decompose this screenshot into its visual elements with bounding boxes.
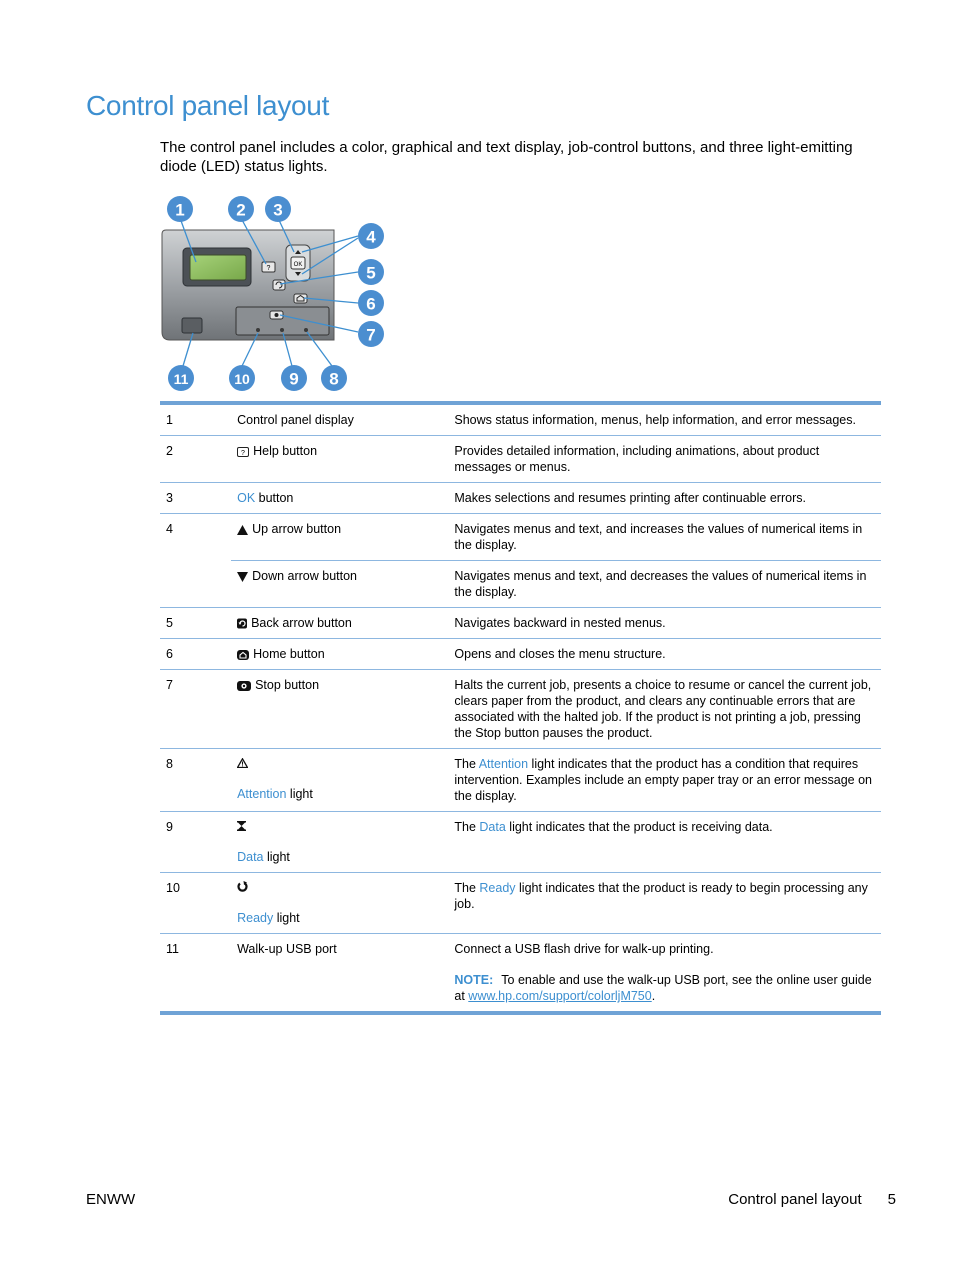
ok-glyph: OK (293, 262, 303, 268)
item-name (231, 873, 448, 934)
item-description: Opens and closes the menu structure. (454, 647, 666, 661)
footer-section (728, 1191, 896, 1208)
svg-text:3: 3 (273, 200, 283, 220)
item-number: 10 (166, 881, 180, 895)
item-description: Halts the current job, presents a choice to resume or cancel the current job, clears paper from the product, and clears any continuable errors that are associated with the halted job. If the product is not printing a job, pressing the Stop button pauses the product. (454, 678, 872, 740)
desc-text: The (454, 820, 480, 834)
table-row (160, 403, 881, 436)
table-row (160, 812, 881, 873)
desc-text: The (454, 881, 480, 895)
item-label: light (263, 850, 290, 864)
usb-note (454, 972, 875, 1004)
desc-text: The (454, 757, 479, 771)
help-icon (237, 447, 249, 457)
stop-glyph (275, 313, 279, 317)
table-row (160, 608, 881, 639)
svg-text:4: 4 (366, 227, 376, 247)
item-name (231, 812, 448, 873)
note-text: . (651, 989, 656, 1003)
ready-led (256, 328, 260, 332)
item-name (231, 670, 448, 749)
footer-section-title: Control panel layout (728, 1191, 862, 1208)
item-name (231, 608, 448, 639)
svg-text:1: 1 (175, 200, 185, 220)
data-link[interactable]: Data (479, 820, 506, 834)
item-name: Control panel display (237, 413, 354, 427)
svg-text:9: 9 (289, 369, 299, 389)
svg-text:10: 10 (234, 371, 250, 387)
svg-text:2: 2 (236, 200, 246, 220)
callout-7 (358, 321, 384, 347)
note-label: NOTE: (454, 973, 494, 987)
callout-10 (229, 365, 255, 391)
attention-icon (237, 758, 248, 768)
item-description: Navigates backward in nested menus. (454, 616, 666, 630)
ready-icon (237, 881, 248, 892)
table-row (160, 749, 881, 812)
desc-text: light indicates that the product is receiving data. (505, 820, 773, 834)
svg-text:?: ? (241, 450, 246, 457)
table-row (160, 670, 881, 749)
item-number: 4 (166, 522, 173, 536)
item-description: Provides detailed information, including animations, about product messages or menus. (454, 444, 820, 474)
table-row (160, 873, 881, 934)
callout-2 (228, 196, 254, 222)
intro-paragraph: The control panel includes a color, graphical and text display, job-control buttons, and three light-emitting diode (LED) status lights. (160, 139, 853, 175)
callout-4 (358, 223, 384, 249)
svg-text:6: 6 (366, 294, 376, 314)
callout-9 (281, 365, 307, 391)
desc-text: light indicates that the product has a condition that requires intervention. Examples include an empty paper tray or an error message on the display. (454, 757, 872, 803)
callout-3 (265, 196, 291, 222)
item-description (448, 812, 881, 873)
attention-link[interactable]: Attention (237, 787, 287, 801)
callout-6 (358, 290, 384, 316)
item-description: Navigates menus and text, and increases the values of numerical items in the display. (448, 514, 881, 561)
item-number: 3 (166, 491, 173, 505)
item-description (448, 873, 881, 934)
home-icon (237, 650, 249, 660)
item-label: Back arrow button (251, 616, 352, 630)
table-row (160, 514, 881, 561)
item-number: 2 (166, 444, 173, 458)
item-description (448, 934, 881, 1014)
attention-link[interactable]: Attention (478, 757, 529, 771)
callout-11 (168, 365, 194, 391)
svg-text:7: 7 (366, 325, 376, 345)
stop-icon (237, 681, 251, 691)
table-row (160, 436, 881, 483)
item-name (231, 749, 448, 812)
note-text: To enable and use the walk-up USB port, see the online user guide at (454, 973, 872, 1003)
lcd-screen (190, 255, 246, 280)
back-arrow-icon (237, 618, 247, 629)
attention-led (304, 328, 308, 332)
desc-text: light indicates that the product is ready to begin processing any job. (454, 881, 868, 911)
item-number: 8 (166, 757, 173, 771)
svg-text:5: 5 (366, 263, 376, 283)
callout-8 (321, 365, 347, 391)
item-label: Stop button (255, 678, 320, 692)
item-label: Home button (253, 647, 325, 661)
data-led (280, 328, 284, 332)
data-icon (237, 821, 246, 831)
table-row (160, 934, 881, 1014)
control-panel-table (160, 401, 881, 1015)
ready-link[interactable]: Ready (479, 881, 516, 895)
item-name (231, 561, 448, 608)
table-row (160, 561, 881, 608)
item-description: Makes selections and resumes printing after continuable errors. (454, 491, 806, 505)
down-arrow-icon (237, 572, 248, 582)
item-name: Walk-up USB port (237, 942, 337, 956)
control-panel-figure (158, 190, 398, 401)
item-number: 5 (166, 616, 173, 630)
item-label: Down arrow button (252, 569, 358, 583)
item-label: Help button (253, 444, 318, 458)
item-description: Navigates menus and text, and decreases the values of numerical items in the display. (454, 569, 867, 599)
item-name (231, 436, 448, 483)
item-number: 7 (166, 678, 173, 692)
item-label: light (273, 911, 300, 925)
item-name (231, 639, 448, 670)
item-number: 11 (166, 942, 179, 956)
item-number: 6 (166, 647, 173, 661)
svg-text:11: 11 (173, 371, 189, 387)
callout-5 (358, 259, 384, 285)
item-number: 9 (166, 820, 173, 834)
up-arrow-icon (237, 525, 248, 535)
ok-link[interactable]: OK (237, 491, 256, 505)
table-row (160, 483, 881, 514)
table-row (160, 639, 881, 670)
data-link[interactable]: Data (237, 850, 264, 864)
callout-1 (167, 196, 193, 222)
svg-text:8: 8 (329, 369, 339, 389)
page-number: 5 (887, 1191, 896, 1208)
item-label: button (255, 491, 294, 505)
item-description: Shows status information, menus, help information, and error messages. (454, 413, 856, 427)
item-number: 1 (166, 413, 173, 427)
item-label: Up arrow button (252, 522, 342, 536)
usb-port-shape (182, 318, 202, 333)
footer-doc-id: ENWW (86, 1191, 136, 1208)
item-name (231, 483, 448, 514)
control-panel-diagram (158, 190, 398, 396)
item-description (448, 749, 881, 812)
item-name (231, 514, 448, 561)
support-url-link[interactable]: www.hp.com/support/colorljM750 (468, 989, 652, 1003)
help-glyph: ? (266, 265, 271, 272)
page-title: Control panel layout (86, 90, 330, 121)
desc-text: Connect a USB flash drive for walk-up printing. (454, 942, 714, 956)
item-label: light (286, 787, 313, 801)
ready-link[interactable]: Ready (237, 911, 274, 925)
